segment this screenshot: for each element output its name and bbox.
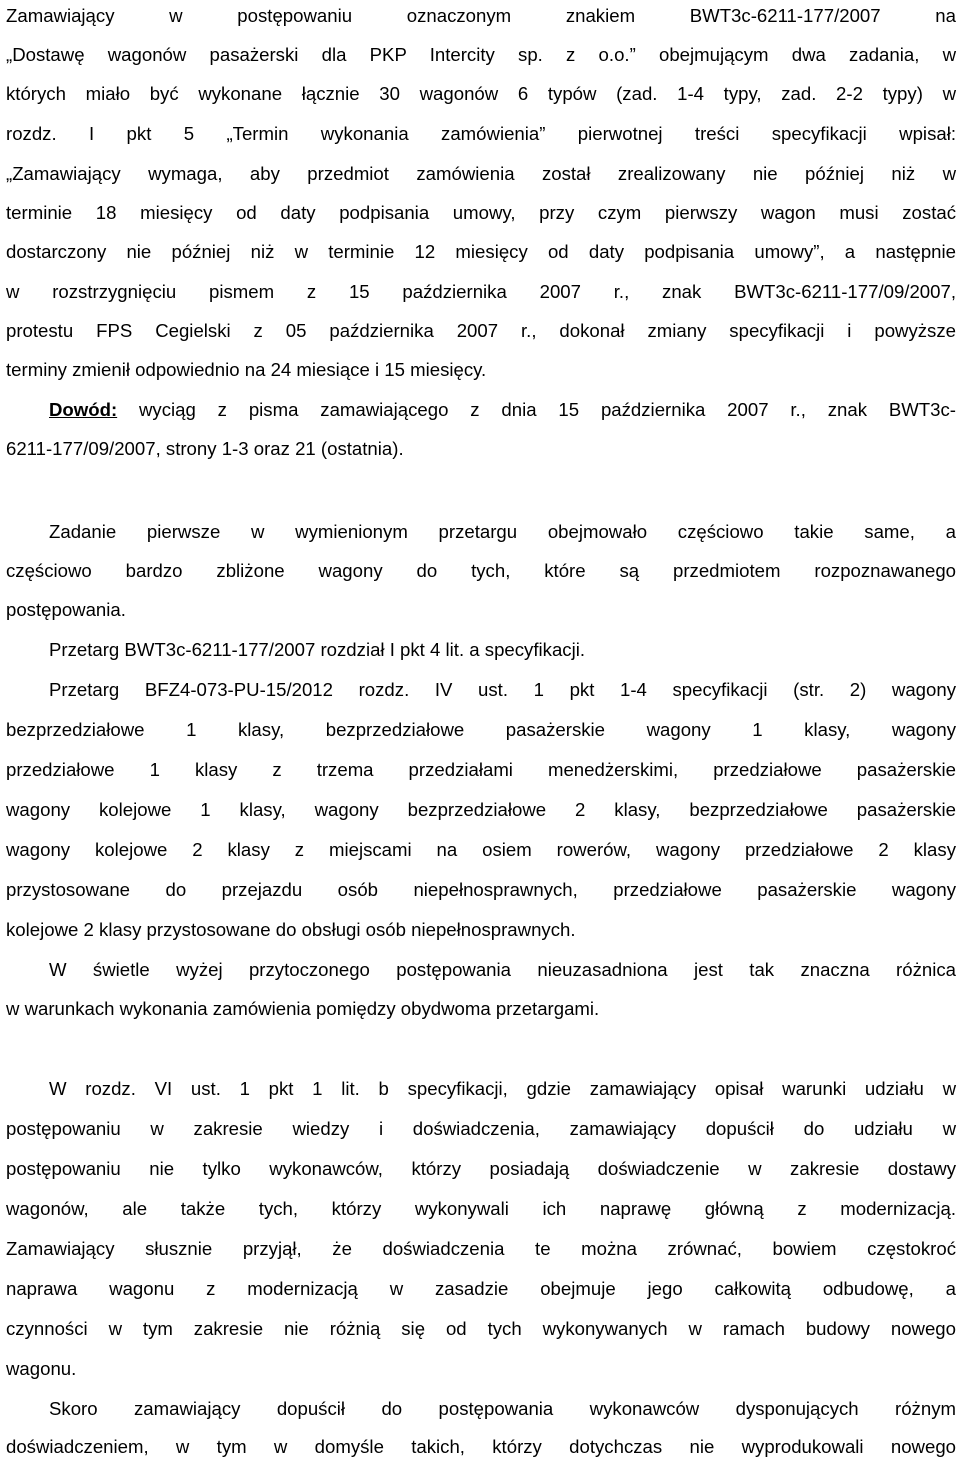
text-line: W świetle wyżej przytoczonego postępowania nieuzasadniona jest tak znaczna różnica	[49, 959, 956, 980]
text-line: Przetarg BFZ4-073-PU-15/2012 rozdz. IV ust. 1 pkt 1-4 specyfikacji (str. 2) wagony	[49, 679, 956, 700]
text-line: przystosowane do przejazdu osób niepełnosprawnych, przedziałowe pasażerskie wagony	[6, 879, 956, 900]
text-line: naprawa wagonu z modernizacją w zasadzie obejmuje jego całkowitą odbudowę, a	[6, 1278, 956, 1299]
text-line: protestu FPS Cegielski z 05 października 2007 r., dokonał zmiany specyfikacji i powyższe	[6, 320, 956, 341]
text-line: postępowaniu w zakresie wiedzy i doświadczenia, zamawiający dopuścił do udziału w	[6, 1118, 956, 1139]
text-line: terminy zmienił odpowiednio na 24 miesiące i 15 miesięcy.	[6, 359, 487, 380]
text-line	[49, 390, 956, 430]
text-line: doświadczeniem, w tym w domyśle takich, którzy dotychczas nie wyprodukowali nowego	[6, 1436, 956, 1457]
text-line: wagonu.	[6, 1358, 77, 1379]
text-line: „Dostawę wagonów pasażerski dla PKP Intercity sp. z o.o.” obejmującym dwa zadania, w	[6, 44, 956, 65]
text-line: w warunkach wykonania zamówienia pomiędzy obydwoma przetargami.	[6, 998, 600, 1019]
text-line: wagony kolejowe 1 klasy, wagony bezprzedziałowe 2 klasy, bezprzedziałowe pasażerskie	[6, 799, 956, 820]
text-line: Zamawiający w postępowaniu oznaczonym znakiem BWT3c-6211-177/2007 na	[6, 5, 956, 26]
text-line: wagony kolejowe 2 klasy z miejscami na osiem rowerów, wagony przedziałowe 2 klasy	[6, 839, 956, 860]
text-line: dostarczony nie później niż w terminie 12 miesięcy od daty podpisania umowy”, a następnie	[6, 241, 956, 262]
text-line: w rozstrzygnięciu pismem z 15 października 2007 r., znak BWT3c-6211-177/09/2007,	[6, 281, 956, 302]
evidence-label: Dowód:	[49, 399, 118, 420]
text-line: których miało być wykonane łącznie 30 wagonów 6 typów (zad. 1-4 typy, zad. 2-2 typy) w	[6, 83, 956, 104]
text-line: 6211-177/09/2007, strony 1-3 oraz 21 (ostatnia).	[6, 438, 404, 459]
text-line: „Zamawiający wymaga, aby przedmiot zamówienia został zrealizowany nie później niż w	[6, 163, 956, 184]
text-line: bezprzedziałowe 1 klasy, bezprzedziałowe pasażerskie wagony 1 klasy, wagony	[6, 719, 956, 740]
text-line: kolejowe 2 klasy przystosowane do obsługi osób niepełnosprawnych.	[6, 919, 576, 940]
text-line: W rozdz. VI ust. 1 pkt 1 lit. b specyfikacji, gdzie zamawiający opisał warunki udziału w	[49, 1078, 956, 1099]
text-line: postępowaniu nie tylko wykonawców, którzy posiadają doświadczenie w zakresie dostawy	[6, 1158, 956, 1179]
evidence-text: wyciąg z pisma zamawiającego z dnia 15 października 2007 r., znak BWT3c-	[117, 399, 956, 420]
text-line: Skoro zamawiający dopuścił do postępowania wykonawców dysponujących różnym	[49, 1398, 956, 1419]
text-line: Zadanie pierwsze w wymienionym przetargu obejmowało częściowo takie same, a	[49, 521, 956, 542]
text-line: rozdz. I pkt 5 „Termin wykonania zamówienia” pierwotnej treści specyfikacji wpisał:	[6, 123, 956, 144]
text-line: czynności w tym zakresie nie różnią się od tych wykonywanych w ramach budowy nowego	[6, 1318, 956, 1339]
text-line: postępowania.	[6, 599, 126, 620]
text-line: Zamawiający słusznie przyjął, że doświadczenia te można zrównać, bowiem częstokroć	[6, 1238, 956, 1259]
text-line: terminie 18 miesięcy od daty podpisania umowy, przy czym pierwszy wagon musi zostać	[6, 202, 956, 223]
text-line: wagonów, ale także tych, którzy wykonywali ich naprawę główną z modernizacją.	[6, 1198, 956, 1219]
text-line: Przetarg BWT3c-6211-177/2007 rozdział I pkt 4 lit. a specyfikacji.	[49, 639, 586, 660]
text-line: częściowo bardzo zbliżone wagony do tych, które są przedmiotem rozpoznawanego	[6, 560, 956, 581]
text-line: przedziałowe 1 klasy z trzema przedziałami menedżerskimi, przedziałowe pasażerskie	[6, 759, 956, 780]
